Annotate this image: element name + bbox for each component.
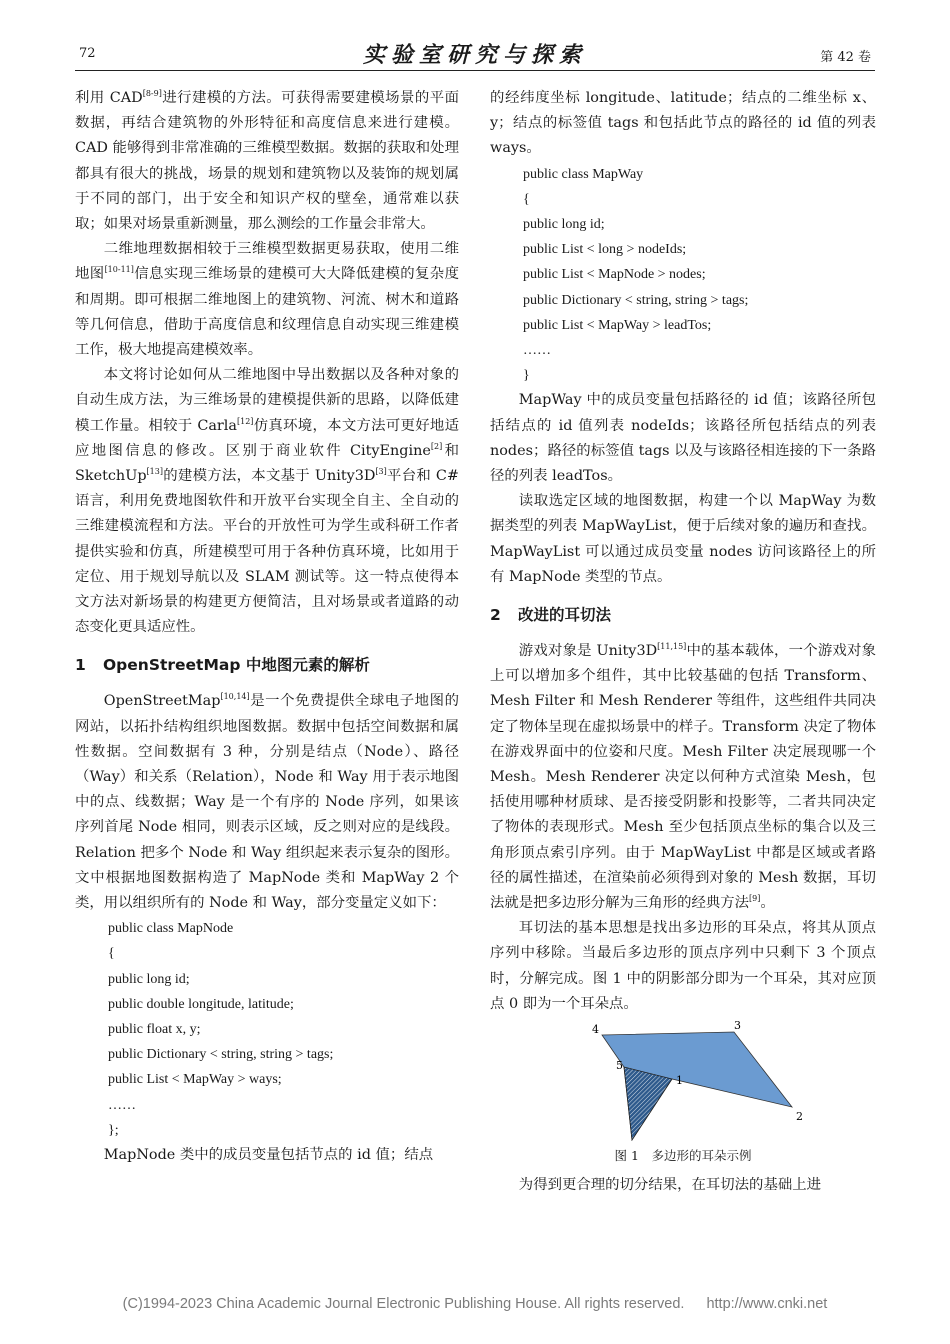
paragraph: 的经纬度坐标 longitude、latitude；结点的二维坐标 x、y；结点的标签值 tags 和包括此节点的路径的 id 值的列表 ways。	[490, 90, 876, 157]
journal-title: 实验室研究与探索	[362, 42, 587, 68]
paragraph: MapWay 中的成员变量包括路径的 id 值；该路径所包括结点的 id 值列表 nodeIds；该路径所包括结点的列表 nodes；路径的标签值 tags 以及与该路径相连接的下一条路径的列表 leadTos。	[490, 392, 876, 484]
code-line: public Dictionary < string, string > tags;	[108, 1047, 334, 1063]
figure-caption: 图 1 多边形的耳朵示例	[614, 1147, 752, 1163]
code-line: public List < MapWay > leadTos;	[523, 317, 712, 333]
section-heading-1: 1 OpenStreetMap 中地图元素的解析	[75, 656, 370, 675]
citation: [2]	[430, 442, 443, 452]
paragraph: 读取选定区域的地图数据，构建一个以 MapWay 为数据类型的列表 MapWayList，便于后续对象的遍历和查找。MapWayList 可以通过成员变量 nodes 访问该路径上的所有 MapNode 类型的节点。	[490, 493, 876, 585]
code-line: public class MapWay	[523, 166, 644, 182]
code-line: }	[523, 368, 530, 384]
code-line: ……	[523, 342, 551, 358]
citation: [13]	[146, 467, 163, 477]
code-line: {	[108, 946, 115, 962]
code-line: public Dictionary < string, string > tags;	[523, 292, 749, 308]
figure-1	[490, 1017, 876, 1147]
page-header	[75, 38, 875, 74]
code-line: public float x, y;	[108, 1022, 201, 1038]
citation: [3]	[375, 467, 387, 477]
code-line: public class MapNode	[108, 921, 234, 937]
code-line: public long id;	[108, 971, 190, 987]
code-line: public long id;	[523, 216, 605, 232]
vertex-label: 4	[592, 1022, 599, 1036]
volume-label: 第 42 卷	[820, 50, 871, 65]
code-line: public List < MapNode > nodes;	[523, 267, 706, 283]
ear-triangle	[624, 1067, 672, 1140]
header-rule	[75, 70, 875, 71]
paragraph: OpenStreetMap[10,14]是一个免费提供全球电子地图的网站，以拓扑结构组织地图数据。数据中包括空间数据和属性数据。空间数据有 3 种，分别是结点（Node）、路径（Way）和关系（Relation），Node 和 Way 用于表示地图中的点、线数据；Way 是一个有序的 Node 序列，如果该序列首尾 Node 相同，则表示区域，反之则对应的是线段。Relation 把多个 Node 和 Way 组织起来表示复杂的图形。文中根据地图数据构造了 MapNode 类和 MapWay 2 个类，用以组织所有的 Node 和 Way，部分变量定义如下：	[75, 692, 459, 912]
code-line: {	[523, 191, 530, 207]
paragraph: 利用 CAD[8-9]进行建模的方法。可获得需要建模场景的平面数据，再结合建筑物的外形特征和高度信息来进行建模。CAD 能够得到非常准确的三维模型数据。数据的获取和处理都具有很大的挑战，场景的规划和建筑物以及装饰的规划属于不同的部门，出于安全和知识产权的壁垒，通常难以获取；如果对场景重新测量，那么测绘的工作量会非常大。	[75, 89, 459, 233]
paragraph: MapNode 类中的成员变量包括节点的 id 值；结点	[103, 1146, 434, 1163]
vertex-label	[628, 1145, 635, 1147]
citation: [10,14]	[220, 692, 250, 702]
code-line: public List < long > nodeIds;	[523, 242, 687, 258]
section-heading-2: 2 改进的耳切法	[490, 605, 612, 624]
vertex-label: 1	[676, 1073, 683, 1087]
code-line: };	[108, 1122, 119, 1138]
citation: [8-9]	[142, 89, 162, 99]
paragraph: 游戏对象是 Unity3D[11,15]中的基本载体，一个游戏对象上可以增加多个组件，其中比较基础的包括 Transform、Mesh Filter 和 Mesh Renderer 等组件，这些组件共同决定了物体呈现在虚拟场景中的样子。Transform 决定了物体在游戏界面中的位姿和尺度。Mesh Filter 决定展现哪一个 Mesh。Mesh Renderer 决定以何种方式渲染 Mesh，包括使用哪种材质球、是否接受阴影和投影等，二者共同决定了物体的表现形式。Mesh 至少包括顶点坐标的集合以及三角形顶点索引序列。由于 MapWayList 中都是区域或者路径的属性描述，在渲染前必须得到对象的 Mesh 数据，耳切法就是把多边形分解为三角形的经典方法[9]。	[490, 642, 876, 911]
code-line: public List < MapWay > ways;	[108, 1072, 282, 1088]
code-block-mapnode	[75, 916, 459, 1143]
vertex-label: 3	[734, 1018, 741, 1032]
code-block-mapway	[490, 162, 876, 389]
code-line: ……	[108, 1097, 136, 1113]
paragraph: 为得到更合理的切分结果，在耳切法的基础上进	[518, 1176, 822, 1193]
paragraph: 二维地理数据相较于三维模型数据更易获取，使用二维地图[10-11]信息实现三维场景的建模可大大降低建模的复杂度和周期。即可根据二维地图上的建筑物、河流、树木和道路等几何信息，借助于高度信息和纹理信息自动实现三维建模工作，极大地提高建模效率。	[75, 241, 459, 359]
citation: [11,15]	[657, 642, 687, 652]
ear-polygon-diagram	[490, 1017, 876, 1147]
paragraph: 本文将讨论如何从二维地图中导出数据以及各种对象的自动生成方法，为三维场景的建模提供新的思路，以降低建模工作量。相较于 Carla[12]仿真环境，本文方法可更好地适应地图信息的修改。区别于商业软件 CityEngine[2]和 SketchUp[13]的建模方法，本文基于 Unity3D[3]平台和 C#语言，利用免费地图软件和开放平台实现全自主、全自动的三维建模流程和方法。平台的开放性可为学生或科研工作者提供实验和仿真，所建模型可用于各种仿真环境，比如用于定位、用于规划导航以及 SLAM 测试等。这一特点使得本文方法对新场景的构建更方便简洁，且对场景或者道路的动态变化更具适应性。	[75, 367, 459, 636]
citation: [12]	[237, 416, 254, 426]
citation: [10-11]	[104, 265, 134, 275]
page-number: 72	[79, 46, 96, 61]
citation: [9]	[749, 894, 761, 904]
vertex-label: 5	[616, 1058, 623, 1072]
right-column	[490, 86, 876, 1198]
copyright-footer	[0, 1296, 950, 1312]
paragraph: 耳切法的基本思想是找出多边形的耳朵点，将其从顶点序列中移除。当最后多边形的顶点序列中只剩下 3 个顶点时，分解完成。图 1 中的阴影部分即为一个耳朵，其对应顶点 0 即为一个耳朵点。	[490, 920, 876, 1012]
left-column	[75, 86, 459, 1168]
vertex-label: 2	[796, 1109, 803, 1123]
cnki-link[interactable]: http://www.cnki.net	[706, 1296, 828, 1312]
copyright-text: (C)1994-2023 China Academic Journal Electronic Publishing House. All rights reserved.	[122, 1296, 685, 1312]
code-line: public double longitude, latitude;	[108, 996, 294, 1012]
